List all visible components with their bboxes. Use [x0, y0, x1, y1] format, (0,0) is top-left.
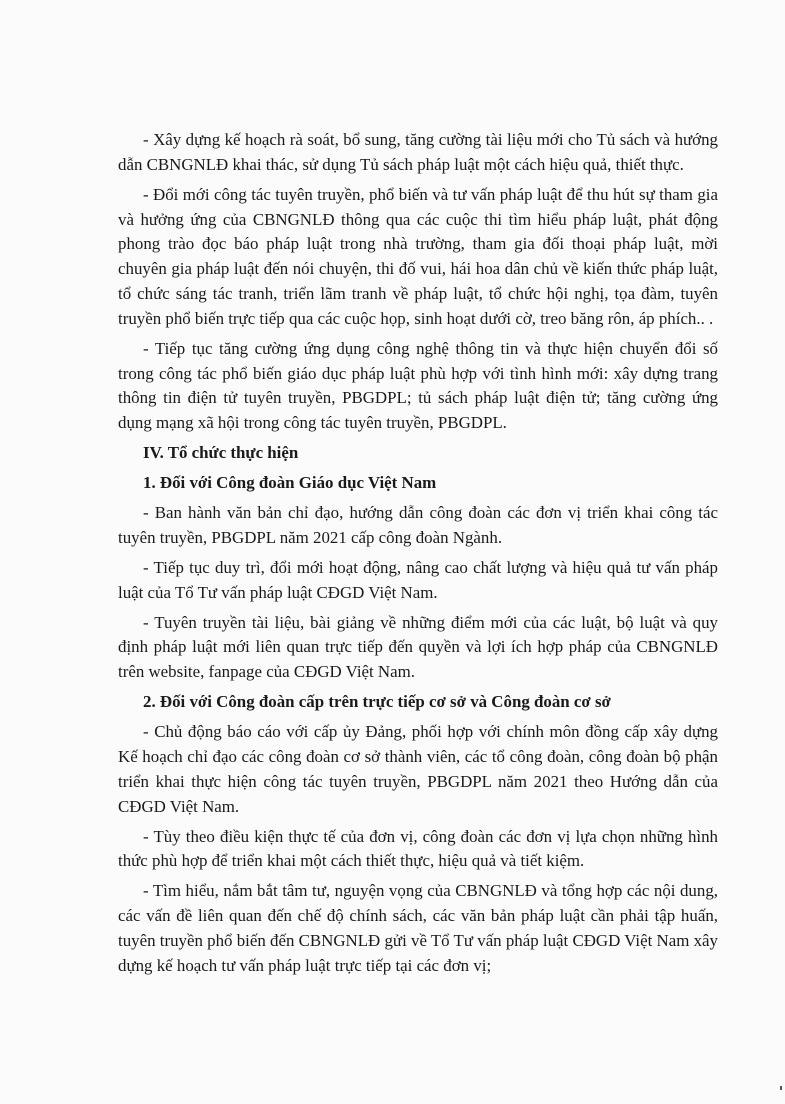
bullet-innovate-propaganda: - Đổi mới công tác tuyên truyền, phổ biến và tư vấn pháp luật để thu hút sự tham gia và hưởng ứng của CBNGNLĐ thông qua các cuộc thi tìm hiểu pháp luật, phát động phong trào đọc báo pháp luật trong nhà trường, tham gia đối thoại pháp luật, mời chuyên gia pháp luật đến nói chuyện, thi đố vui, hái hoa dân chủ về kiến thức pháp luật, tổ chức sáng tác tranh, triển lãm tranh về pháp luật, tổ chức hội nghị, tọa đàm, tuyên truyền phổ biến trực tiếp qua các cuộc họp, sinh hoạt dưới cờ, treo băng rôn, áp phích.. .: [118, 184, 718, 328]
bullet-issue-guidance: - Ban hành văn bản chỉ đạo, hướng dẫn công đoàn các đơn vị triển khai công tác tuyên truyền, PBGDPL năm 2021 cấp công đoàn Ngành.: [118, 503, 718, 547]
bullet-report-party-committee: - Chủ động báo cáo với cấp ủy Đảng, phối hợp với chính môn đồng cấp xây dựng Kế hoạch chỉ đạo các công đoàn cơ sở thành viên, các tổ công đoàn, công đoàn bộ phận triển khai thực hiện công tác tuyên truyền, PBGDPL năm 2021 theo Hướng dẫn của CĐGD Việt Nam.: [118, 722, 718, 816]
bullet-grasp-aspirations: - Tìm hiểu, nắm bắt tâm tư, nguyện vọng của CBNGNLĐ và tổng hợp các nội dung, các vấn đề liên quan đến chế độ chính sách, các văn bản pháp luật cần phải tập huấn, tuyên truyền phổ biến đến CBNGNLĐ gửi về Tổ Tư vấn pháp luật CĐGD Việt Nam xây dựng kế hoạch tư vấn pháp luật trực tiếp tại các đơn vị;: [118, 881, 718, 975]
bullet-choose-suitable-forms: - Tùy theo điều kiện thực tế của đơn vị, công đoàn các đơn vị lựa chọn những hình thức phù hợp để triển khai một cách thiết thực, hiệu quả và tiết kiệm.: [118, 826, 718, 871]
document-body: [118, 128, 718, 984]
scan-artifact: [780, 1086, 782, 1090]
subheading-vietnam-education-union: 1. Đối với Công đoàn Giáo dục Việt Nam: [143, 473, 437, 493]
section-heading-implementation: IV. Tổ chức thực hiện: [143, 443, 299, 463]
bullet-publish-materials: - Tuyên truyền tài liệu, bài giảng về những điểm mới của các luật, bộ luật và quy định pháp luật mới liên quan trực tiếp đến quyền và lợi ích hợp pháp của CBNGNLĐ trên website, fanpage của CĐGD Việt Nam.: [118, 612, 718, 682]
bullet-maintain-legal-advisory: - Tiếp tục duy trì, đổi mới hoạt động, nâng cao chất lượng và hiệu quả tư vấn pháp luật của Tổ Tư vấn pháp luật CĐGD Việt Nam.: [118, 557, 718, 602]
bullet-review-law-bookcase: - Xây dựng kế hoạch rà soát, bổ sung, tăng cường tài liệu mới cho Tủ sách và hướng dẫn CBNGNLĐ khai thác, sử dụng Tủ sách pháp luật một cách hiệu quả, thiết thực.: [118, 130, 718, 174]
subheading-upper-and-grassroots-unions: 2. Đối với Công đoàn cấp trên trực tiếp cơ sở và Công đoàn cơ sở: [143, 692, 611, 712]
bullet-digital-transformation: - Tiếp tục tăng cường ứng dụng công nghệ thông tin và thực hiện chuyển đổi số trong công tác phổ biến giáo dục pháp luật phù hợp với tình hình mới: xây dựng trang thông tin điện tử tuyên truyền, PBGDPL; tủ sách pháp luật điện tử; tăng cường ứng dụng mạng xã hội trong công tác tuyên truyền, PBGDPL.: [118, 338, 718, 433]
